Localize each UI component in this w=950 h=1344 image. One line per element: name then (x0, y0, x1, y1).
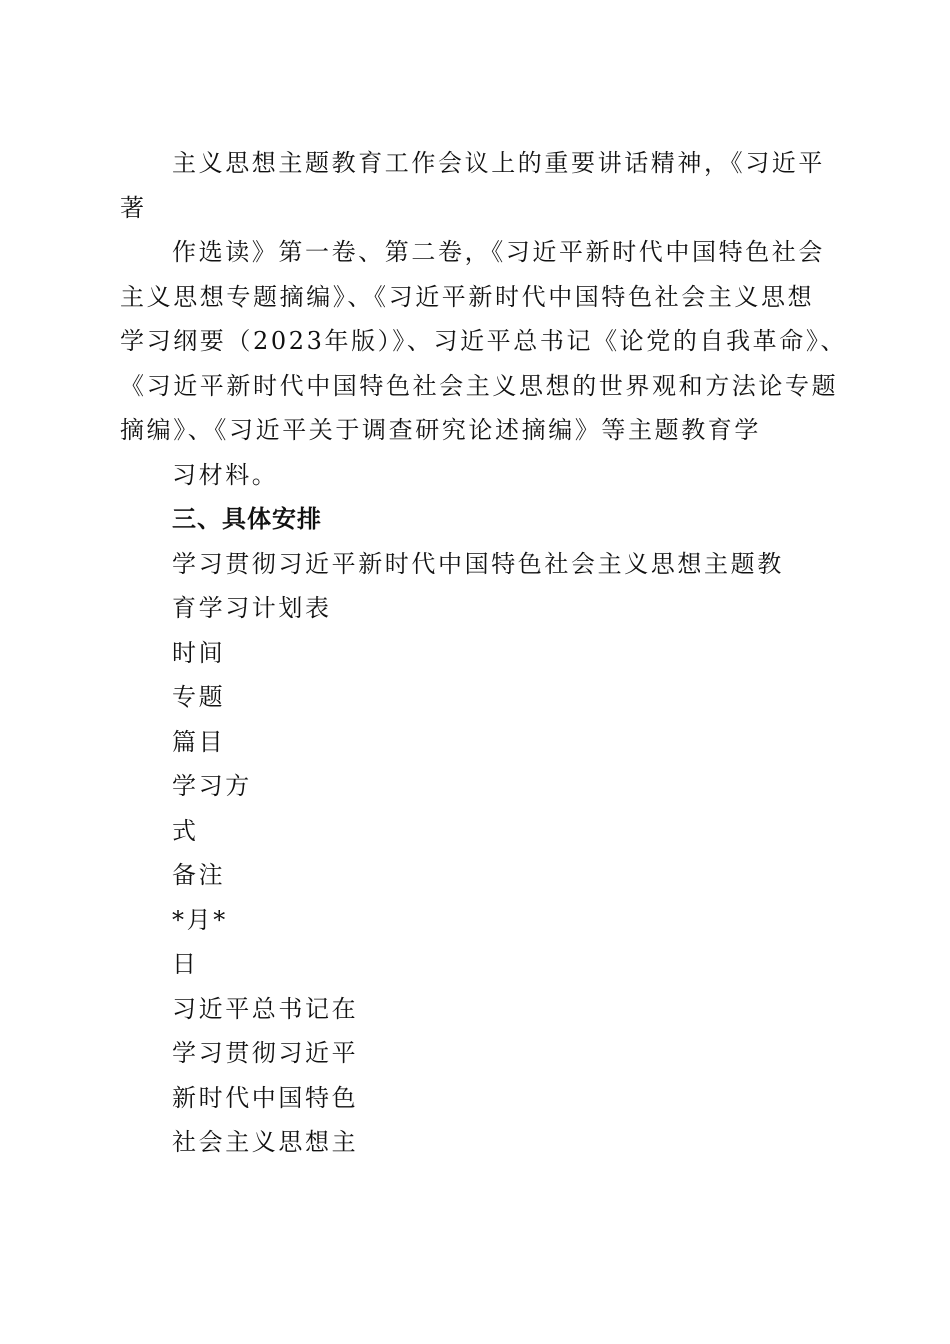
table-header-topic: 专题 (172, 683, 226, 711)
paragraph-line-7: 摘编》、《习近平关于调查研究论述摘编》等主题教育学 (120, 416, 761, 444)
paragraph-line-1: 主义思想主题教育工作会议上的重要讲话精神，《习近平 (172, 149, 825, 177)
table-header-method-part-1: 学习方 (172, 772, 252, 800)
paragraph-line-8: 习材料。 (172, 461, 279, 489)
paragraph-line-4: 主义思想专题摘编》、《习近平新时代中国特色社会主义思想 (120, 283, 815, 311)
table-row-date-part-1: *月* (172, 906, 228, 934)
table-row-topic-line-3: 新时代中国特色 (172, 1084, 359, 1112)
paragraph-line-2: 著 (120, 194, 147, 222)
table-header-chapter: 篇目 (172, 728, 226, 756)
table-header-method-part-2: 式 (172, 817, 199, 845)
table-header-time: 时间 (172, 639, 226, 667)
table-title-line-2: 育学习计划表 (172, 594, 332, 622)
table-row-topic-line-4: 社会主义思想主 (172, 1128, 359, 1156)
table-row-date-part-2: 日 (172, 950, 199, 978)
table-header-note: 备注 (172, 861, 226, 889)
paragraph-line-6: 《习近平新时代中国特色社会主义思想的世界观和方法论专题 (120, 372, 839, 400)
paragraph-line-5: 学习纲要（2023年版）》、习近平总书记《论党的自我革命》、 (120, 327, 848, 355)
paragraph-line-3: 作选读》第一卷、第二卷，《习近平新时代中国特色社会 (172, 238, 825, 266)
table-row-topic-line-2: 学习贯彻习近平 (172, 1039, 359, 1067)
table-title-line-1: 学习贯彻习近平新时代中国特色社会主义思想主题教 (172, 550, 784, 578)
table-row-topic-line-1: 习近平总书记在 (172, 995, 359, 1023)
section-heading: 三、具体安排 (172, 504, 322, 533)
